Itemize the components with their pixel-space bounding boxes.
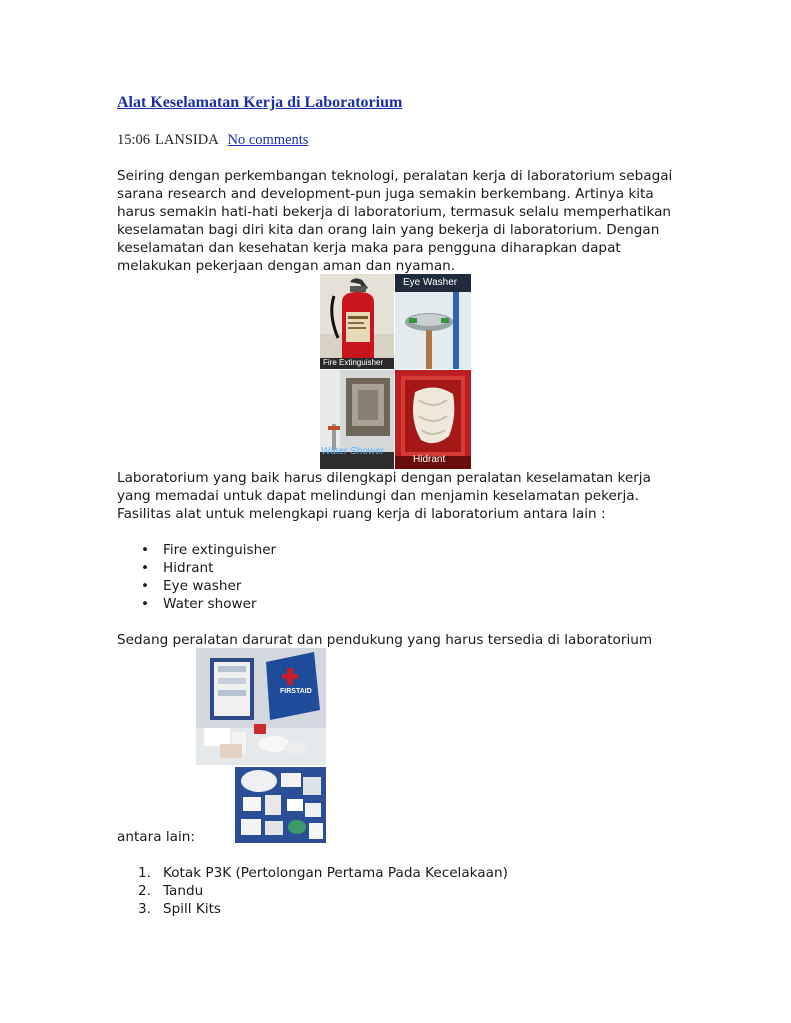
eye-washer-photo xyxy=(395,274,471,369)
post-author: LANSIDA xyxy=(155,132,218,148)
first-aid-kit-photo xyxy=(196,648,326,765)
eye-washer-icon xyxy=(395,274,471,369)
intro-paragraph: Seiring dengan perkembangan teknologi, peralatan kerja di laboratorium sebagai sarana research and development-pun juga semakin berkembang. Artinya kita harus semakin hati-hati bekerja di laboratorium, termasuk selalu memperhatikan keselamatan bagi diri kita dan orang lain yang bekerja di laboratorium. Dengan keselamatan dan kesehatan kerja maka para pengguna diharapkan dapat melakukan pekerjaan dengan aman dan nyaman. xyxy=(117,168,673,274)
comments-link[interactable]: No comments xyxy=(227,132,309,148)
facility-list xyxy=(117,541,276,613)
post-time: 15:06 xyxy=(117,132,151,148)
emergency-list xyxy=(117,864,508,918)
eye-washer-caption: Eye Washer xyxy=(403,277,458,288)
first-aid-contents-photo xyxy=(235,767,326,843)
hidrant-caption: Hidrant xyxy=(413,454,446,465)
fire-extinguisher-photo xyxy=(320,274,394,369)
safety-equipment-image xyxy=(320,274,471,469)
list-item: 2. Tandu xyxy=(138,883,204,899)
antara-label: antara lain: xyxy=(117,829,195,845)
list-item: • Fire extinguisher xyxy=(141,542,277,558)
list-item: 3. Spill Kits xyxy=(138,901,222,917)
water-shower-caption: Water Shower xyxy=(321,446,384,457)
first-aid-supplies-icon xyxy=(235,767,326,843)
hidrant-photo xyxy=(395,370,471,469)
bullet-icon: • xyxy=(141,596,150,612)
bullet-icon: • xyxy=(141,578,150,594)
fire-extinguisher-caption: Fire Extinguisher xyxy=(323,358,384,367)
post-title[interactable]: Alat Keselamatan Kerja di Laboratorium xyxy=(117,94,403,111)
bullet-icon: • xyxy=(141,542,150,558)
bullet-icon: • xyxy=(141,560,150,576)
emergency-paragraph: Sedang peralatan darurat dan pendukung yang harus tersedia di laboratorium xyxy=(117,632,653,648)
first-aid-box-label: FIRSTAID xyxy=(280,688,312,695)
water-shower-photo xyxy=(320,370,394,469)
first-aid-box-icon xyxy=(196,648,326,765)
list-item: 1. Kotak P3K (Pertolongan Pertama Pada Kecelakaan) xyxy=(138,865,508,881)
fire-extinguisher-icon xyxy=(320,274,394,369)
list-item: • Eye washer xyxy=(141,578,242,594)
facilities-paragraph: Laboratorium yang baik harus dilengkapi dengan peralatan keselamatan kerja yang memadai untuk dapat melindungi dan menjamin keselamatan pekerja. Fasilitas alat untuk melengkapi ruang kerja di laboratorium antara lain : xyxy=(117,470,651,522)
post-meta xyxy=(117,132,308,149)
list-item: • Hidrant xyxy=(141,560,214,576)
list-item: • Water shower xyxy=(141,596,257,612)
